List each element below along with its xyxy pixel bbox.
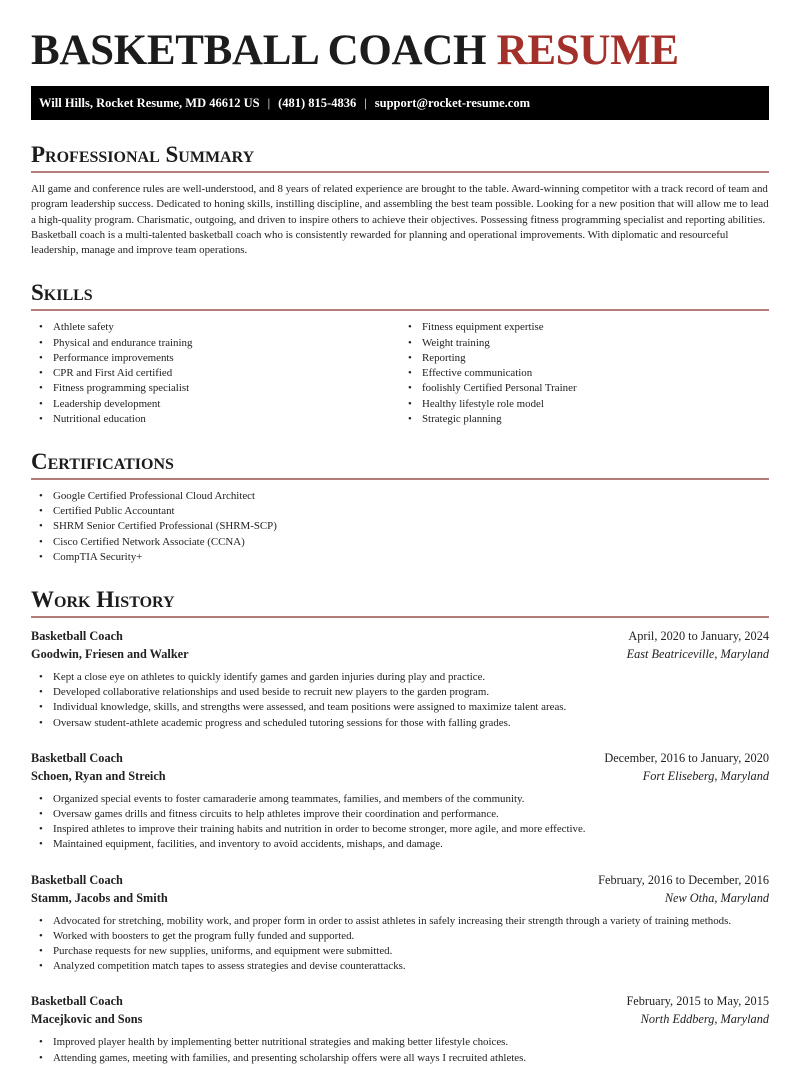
job-bullet: • Oversaw games drills and fitness circuits to help athletes improve their coordination and performance. [31, 807, 769, 822]
job-dates: December, 2016 to January, 2020 [604, 750, 769, 765]
skill-item: • Leadership development [31, 397, 400, 412]
job-title: Basketball Coach [31, 750, 123, 765]
job-company: Schoen, Ryan and Streich [31, 768, 166, 783]
job-dates: February, 2015 to May, 2015 [626, 994, 769, 1009]
job-location: East Beatriceville, Maryland [626, 646, 769, 661]
job-bullet: • Maintained equipment, facilities, and inventory to avoid accidents, mishaps, and damage. [31, 837, 769, 852]
skill-item: • Weight training [400, 336, 769, 351]
title-main: BASKETBALL COACH [31, 27, 487, 74]
job-location: North Eddberg, Maryland [640, 1012, 769, 1027]
job-bullet: • Organized special events to foster camaraderie among teammates, families, and members of the community. [31, 792, 769, 807]
certification-item: • Google Certified Professional Cloud Architect [31, 489, 769, 504]
certification-item: • CompTIA Security+ [31, 550, 769, 565]
job-bullet: • Attending games, meeting with families, and presenting scholarship offers were all ways I recruited athletes. [31, 1051, 769, 1066]
skill-item: • Physical and endurance training [31, 336, 400, 351]
skill-item: • Fitness programming specialist [31, 381, 400, 396]
contact-bar [31, 86, 769, 120]
job-bullets [31, 914, 769, 975]
separator: | [364, 95, 367, 110]
job-bullet: • Improved player health by implementing better nutritional strategies and making better lifestyle choices. [31, 1035, 769, 1050]
job-bullet: • Individual knowledge, skills, and strengths were assessed, and team positions were assigned to maximize talent areas. [31, 700, 769, 715]
certification-item: • SHRM Senior Certified Professional (SHRM-SCP) [31, 519, 769, 534]
skill-item: • Strategic planning [400, 412, 769, 427]
skill-item: • Athlete safety [31, 320, 400, 335]
certifications-list [31, 489, 769, 565]
job-entry [31, 749, 769, 853]
certification-item: • Cisco Certified Network Associate (CCNA) [31, 535, 769, 550]
skill-item: • CPR and First Aid certified [31, 366, 400, 381]
job-bullet: • Developed collaborative relationships and used beside to recruit new players to the garden program. [31, 685, 769, 700]
work-history-list [31, 627, 769, 1066]
job-bullets [31, 1035, 769, 1065]
job-company: Goodwin, Friesen and Walker [31, 646, 189, 661]
job-location: New Otha, Maryland [664, 890, 769, 905]
contact-address: Will Hills, Rocket Resume, MD 46612 US [39, 95, 260, 110]
section-heading-work-history: Work History [31, 587, 769, 618]
job-entry [31, 871, 769, 975]
job-bullet: • Advocated for stretching, mobility work, and proper form in order to assist athletes in safely increasing their strength through a variety of training methods. [31, 914, 769, 929]
job-company: Stamm, Jacobs and Smith [31, 890, 168, 905]
contact-email[interactable]: support@rocket-resume.com [374, 95, 530, 110]
certification-item: • Certified Public Accountant [31, 504, 769, 519]
skills-column-left [31, 320, 400, 426]
job-entry [31, 992, 769, 1065]
separator: | [267, 95, 271, 110]
job-bullet: • Oversaw student-athlete academic progress and scheduled tutoring sessions for those with falling grades. [31, 716, 769, 731]
job-bullet: • Inspired athletes to improve their training habits and nutrition in order to become stronger, more agile, and more effective. [31, 822, 769, 837]
skills-column-right [400, 320, 769, 426]
section-heading-summary: Professional Summary [31, 142, 769, 173]
skill-item: • Effective communication [400, 366, 769, 381]
job-bullets [31, 792, 769, 853]
job-bullet: • Purchase requests for new supplies, uniforms, and equipment were submitted. [31, 944, 769, 959]
contact-phone: (481) 815-4836 [278, 95, 357, 110]
job-bullet: • Kept a close eye on athletes to quickly identify games and garden injuries during play and practice. [31, 670, 769, 685]
section-heading-certifications: Certifications [31, 449, 769, 480]
job-bullet: • Worked with boosters to get the program fully funded and supported. [31, 929, 769, 944]
summary-text: All game and conference rules are well-understood, and 8 years of related experience are brought to the table. Award-winning competitor with a track record of team and program leadership success. Dedicated to honing skills, instilling discipline, and assembling the best team possible. Looking for a new position that will allow me to lead a high-quality program. Charismatic, outgoing, and driven to inspire others to achieve their objectives. Possessing fitness programming specialist and reporting abilities. Basketball coach is a multi-talented basketball coach who is consistently rewarded for planning and operational improvements. With diplomatic and resourceful leadership, manage and improve team operations. [31, 183, 769, 257]
skill-item: • Fitness equipment expertise [400, 320, 769, 335]
job-entry [31, 627, 769, 731]
resume-title [31, 28, 769, 74]
job-bullet: • Analyzed competition match tapes to assess strategies and devise counterattacks. [31, 959, 769, 974]
job-bullets [31, 670, 769, 731]
skill-item: • Reporting [400, 351, 769, 366]
skill-item: • Performance improvements [31, 351, 400, 366]
job-company: Macejkovic and Sons [31, 1012, 143, 1027]
skill-item: • Nutritional education [31, 412, 400, 427]
title-accent: RESUME [496, 27, 679, 74]
job-dates: April, 2020 to January, 2024 [628, 628, 769, 643]
section-heading-skills: Skills [31, 280, 769, 311]
skill-item: • foolishly Certified Personal Trainer [400, 381, 769, 396]
job-title: Basketball Coach [31, 872, 123, 887]
job-title: Basketball Coach [31, 994, 123, 1009]
job-dates: February, 2016 to December, 2016 [598, 872, 769, 887]
job-title: Basketball Coach [31, 628, 123, 643]
skill-item: • Healthy lifestyle role model [400, 397, 769, 412]
skills-list [31, 320, 769, 426]
job-location: Fort Eliseberg, Maryland [642, 768, 769, 783]
